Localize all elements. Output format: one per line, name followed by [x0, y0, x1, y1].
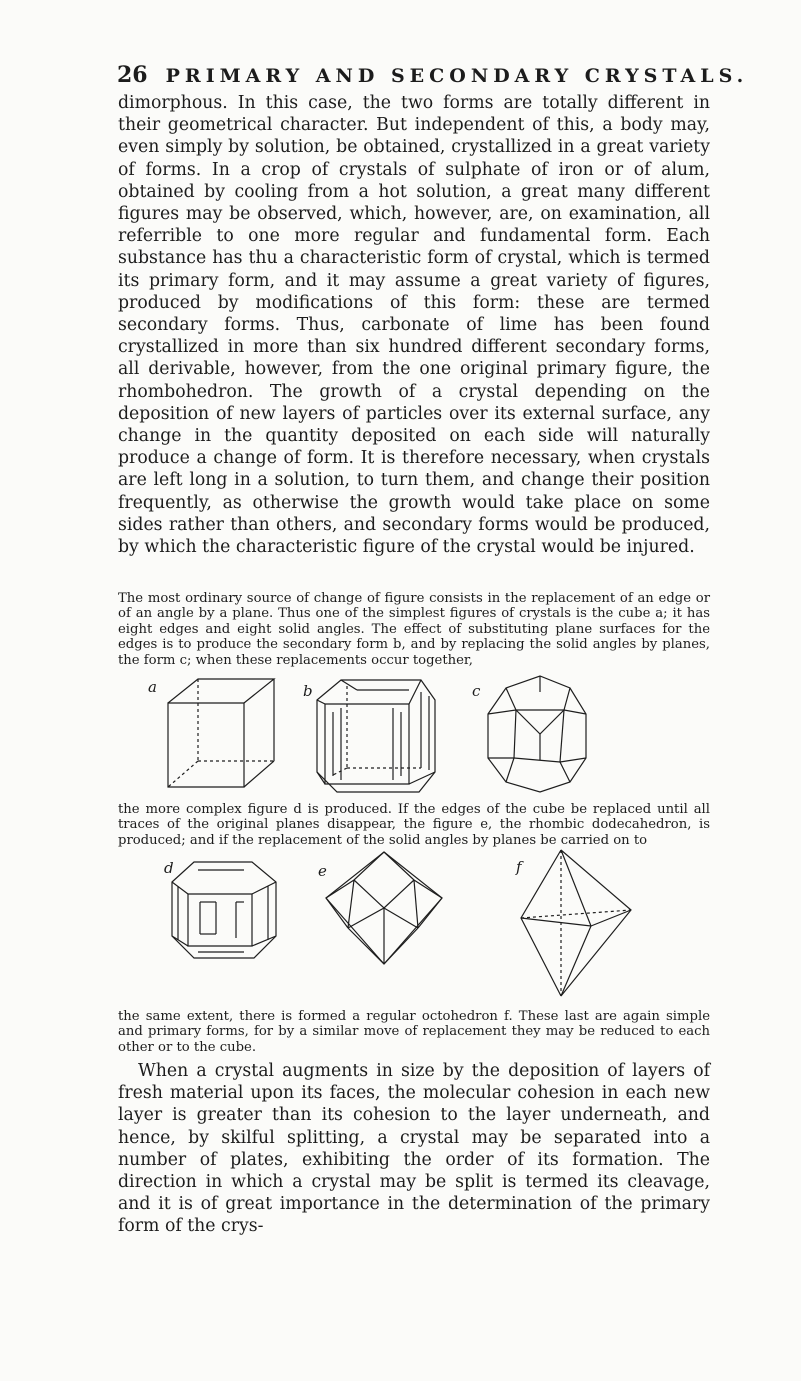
paragraph-complex-figure: the more complex figure d is produced. If the edges of the cube be replaced until all traces of the original planes disappear, the figure e, the rhombic dodecahedron, is produced; and if the replacement of the solid angles by planes be carried on to	[118, 802, 710, 848]
paragraph-octohedron: the same extent, there is formed a regular octohedron f. These last are again simple and primary forms, for by a similar move of replacement they may be reduced to each other or to the cube.	[118, 1009, 710, 1055]
figure-cube-a	[158, 675, 282, 795]
figure-octahedron-f	[517, 848, 635, 998]
figure-label-b: b	[303, 682, 313, 700]
paragraph-cleavage: When a crystal augments in size by the deposition of layers of fresh material upon its faces, the molecular cohesion in each new layer is greater than its cohesion to the layer underneath, and hence, by skilful splitting, a crystal may be separated into a number of plates, exhibiting the order of its formation. The direction in which a crystal may be split is termed its cleavage, and it is of great importance in the determination of the primary form of the crys-	[118, 1061, 710, 1237]
running-title: PRIMARY AND SECONDARY CRYSTALS.	[165, 65, 749, 87]
figure-rhombic-dodecahedron-e	[318, 850, 450, 968]
paragraph-dimorphous: dimorphous. In this case, the two forms are totally different in their geometrical character. But independent of this, a body may, even simply by solution, be obtained, crystallized in a great variety of forms. In a crop of crystals of sulphate of iron or of alum, obtained by cooling from a hot solution, a great many different figures may be observed, which, however, are, on examination, all referrible to one more regular and fundamental form. Each substance has thu a characteristic form of crystal, which is termed its primary form, and it may assume a great variety of figures, produced by modifications of this form: these are termed secondary forms. Thus, carbonate of lime has been found crystallized in more than six hundred different secondary forms, all derivable, however, from the one original primary figure, the rhombohedron. The growth of a crystal depending on the deposition of new layers of particles over its external surface, any change in the quantity deposited on each side will naturally produce a change of form. It is therefore necessary, when crystals are left long in a solution, to turn them, and change their position frequently, as otherwise the growth would take place on some sides rather than others, and secondary forms would be produced, by which the characteristic figure of the crystal would be injured.	[118, 93, 710, 558]
figure-truncated-corners-c	[480, 674, 592, 794]
figure-label-f: f	[516, 858, 522, 876]
figure-label-c: c	[472, 682, 481, 700]
paragraph-replacement: The most ordinary source of change of figure consists in the replacement of an edge or of an angle by a plane. Thus one of the simplest figures of crystals is the cube a; it has eight edges and eight solid angles. The effect of substituting plane surfaces for the edges is to produce the secondary form b, and by replacing the solid angles by planes, the form c; when these replacements occur together,	[118, 591, 710, 668]
figure-truncated-edges-b	[311, 672, 441, 798]
figure-label-a: a	[148, 678, 157, 696]
figure-label-d: d	[164, 859, 174, 877]
figure-complex-d	[164, 856, 282, 964]
page-number: 26	[117, 62, 148, 88]
figure-label-e: e	[318, 862, 327, 880]
page-header	[117, 62, 748, 88]
